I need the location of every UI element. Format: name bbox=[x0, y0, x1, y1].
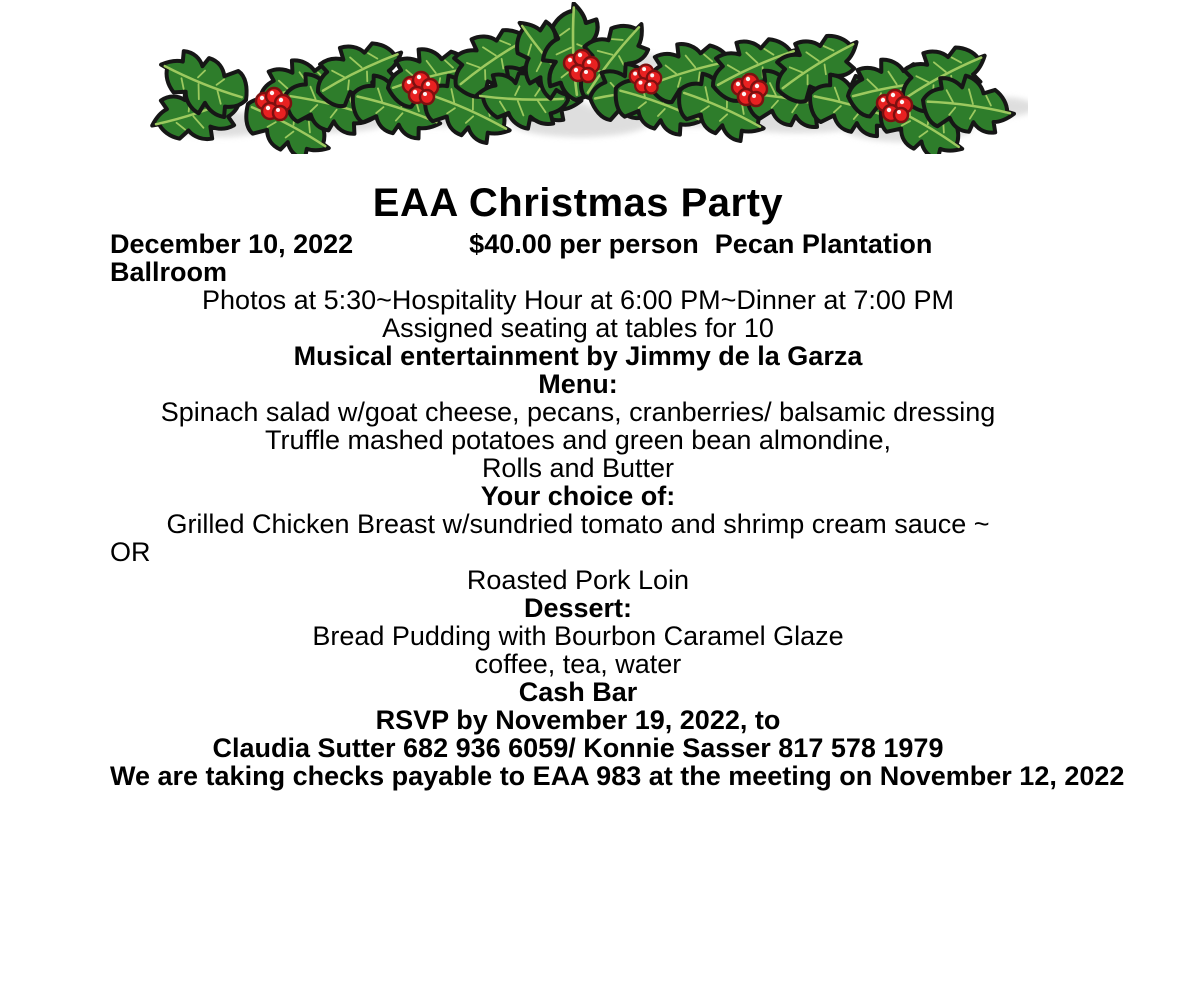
page-title: EAA Christmas Party bbox=[372, 181, 784, 225]
rsvp-line-2: Claudia Sutter 682 936 6059/ Konnie Sasser 817 578 1979 bbox=[212, 733, 944, 763]
menu-heading: Menu: bbox=[538, 369, 618, 399]
event-date: December 10, 2022 bbox=[110, 229, 354, 259]
menu-sides: Truffle mashed potatoes and green bean almondine, bbox=[265, 425, 891, 455]
rsvp-line-1: RSVP by November 19, 2022, to bbox=[375, 705, 781, 735]
flyer-content bbox=[110, 177, 1125, 791]
menu-beverages: coffee, tea, water bbox=[474, 649, 682, 679]
cash-bar-line: Cash Bar bbox=[518, 677, 638, 707]
menu-choice-chicken: Grilled Chicken Breast w/sundried tomato and shrimp cream sauce ~ bbox=[166, 509, 990, 539]
menu-choice-pork: Roasted Pork Loin bbox=[466, 565, 690, 595]
entertainment-line: Musical entertainment by Jimmy de la Garza bbox=[293, 341, 863, 371]
menu-or-label: OR bbox=[110, 537, 151, 567]
event-venue-line2: Ballroom bbox=[110, 257, 228, 287]
menu-rolls: Rolls and Butter bbox=[481, 453, 675, 483]
event-info-line bbox=[110, 230, 1046, 258]
schedule-line-1: Photos at 5:30~Hospitality Hour at 6:00 PM~Dinner at 7:00 PM bbox=[202, 285, 954, 315]
schedule-line-2: Assigned seating at tables for 10 bbox=[382, 313, 774, 343]
event-price: $40.00 per person bbox=[469, 229, 699, 259]
menu-choice-heading: Your choice of: bbox=[480, 481, 676, 511]
event-venue: Pecan Plantation bbox=[714, 229, 933, 259]
menu-dessert: Bread Pudding with Bourbon Caramel Glaze bbox=[312, 621, 844, 651]
rsvp-line-3: We are taking checks payable to EAA 983 at the meeting on November 12, 2022 bbox=[110, 761, 1125, 791]
menu-dessert-heading: Dessert: bbox=[523, 593, 633, 623]
holly-garland-icon bbox=[148, 2, 1028, 154]
menu-salad: Spinach salad w/goat cheese, pecans, cranberries/ balsamic dressing bbox=[160, 397, 996, 427]
holly-garland-image bbox=[148, 2, 1028, 154]
